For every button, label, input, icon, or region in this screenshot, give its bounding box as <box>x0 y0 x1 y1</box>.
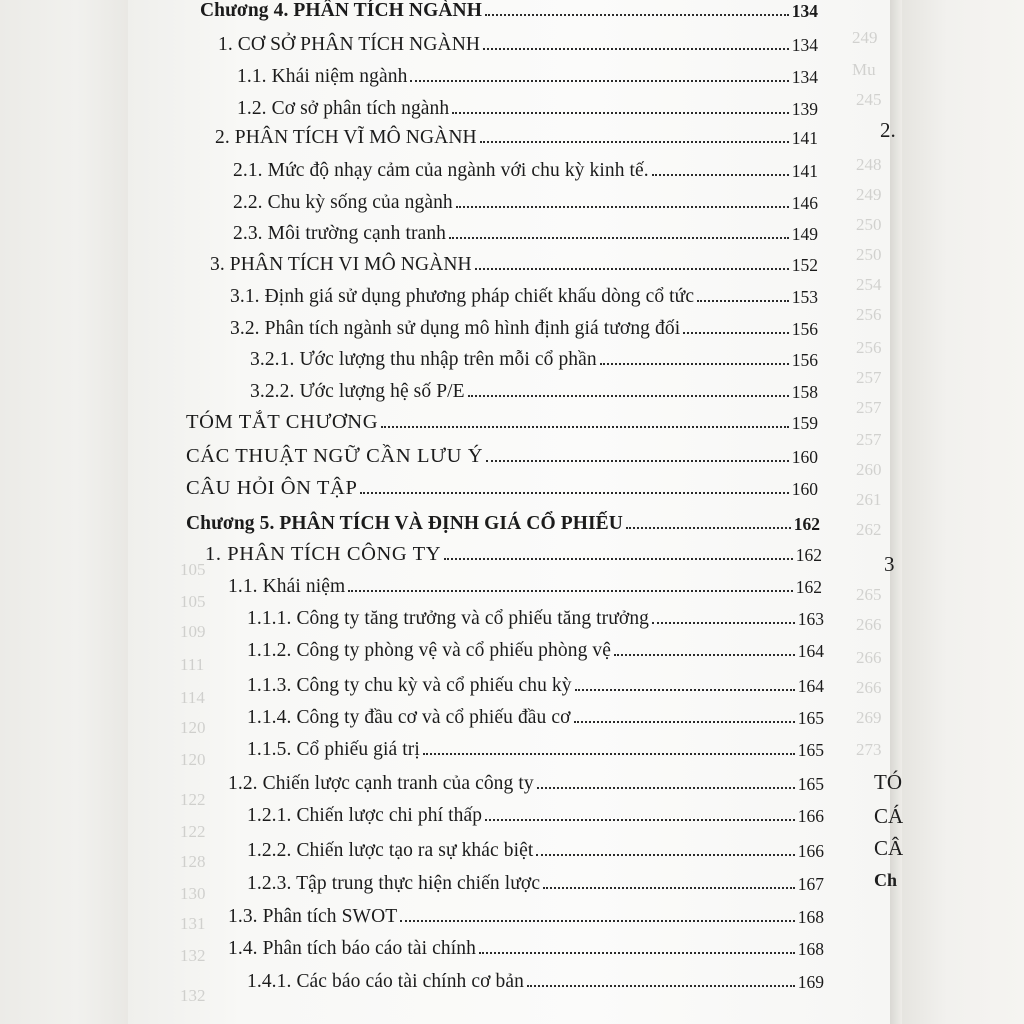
bleed-through-text: 266 <box>856 648 882 667</box>
dot-leader <box>543 887 795 889</box>
bleed-through-text: 269 <box>856 708 882 727</box>
toc-entry-title: 1. CƠ SỞ PHÂN TÍCH NGÀNH <box>218 34 481 55</box>
dot-leader <box>575 689 795 691</box>
bleed-through-text: 262 <box>856 520 882 539</box>
dot-leader <box>486 460 789 462</box>
bleed-through-text: 266 <box>856 678 882 697</box>
toc-entry-title: 1.3. Phân tích SWOT <box>228 906 398 927</box>
bleed-through-text: 248 <box>856 155 882 174</box>
toc-entry-title: 1.2.3. Tập trung thực hiện chiến lược <box>247 873 541 894</box>
right-page <box>896 0 1024 1024</box>
dot-leader <box>683 332 789 334</box>
toc-entry <box>237 58 818 88</box>
bleed-through-text: 111 <box>180 655 205 674</box>
dot-leader <box>626 527 791 529</box>
toc-entry <box>186 404 818 434</box>
toc-entry-page: 166 <box>797 841 824 861</box>
toc-entry <box>247 632 824 662</box>
dot-leader <box>614 654 795 656</box>
toc-entry-chapter <box>186 505 820 535</box>
toc-entry <box>233 184 818 214</box>
bleed-through-text: 132 <box>180 946 206 965</box>
toc-entry-title: 1.2. Chiến lược cạnh tranh của công ty <box>228 773 534 794</box>
toc-entry-title: 1.1. Khái niệm ngành <box>237 66 408 87</box>
bleed-through-text: 257 <box>856 368 882 387</box>
dot-leader <box>475 268 789 270</box>
toc-entry-page: 134 <box>791 1 818 21</box>
toc-entry-title: 1.4.1. Các báo cáo tài chính cơ bản <box>247 971 524 992</box>
dot-leader <box>537 787 795 789</box>
toc-entry <box>186 470 818 500</box>
toc-entry-page: 141 <box>791 161 818 181</box>
dot-leader <box>452 112 789 114</box>
bleed-through-text: 249 <box>852 28 878 47</box>
left-page-edge <box>0 0 128 1024</box>
toc-entry-page: 159 <box>791 413 818 433</box>
bleed-through-text: 261 <box>856 490 882 509</box>
toc-entry <box>215 119 818 149</box>
right-page-fragment: CÂ <box>874 836 904 860</box>
toc-entry-page: 165 <box>797 774 824 794</box>
dot-leader <box>485 14 789 16</box>
toc-entry-page: 141 <box>791 128 818 148</box>
toc-entry-title: 1. PHÂN TÍCH CÔNG TY <box>205 543 442 565</box>
toc-entry <box>247 865 824 895</box>
toc-entry-page: 165 <box>797 740 824 760</box>
toc-entry <box>228 765 824 795</box>
toc-entry-title: 2. PHÂN TÍCH VĨ MÔ NGÀNH <box>215 127 477 148</box>
toc-entry <box>247 600 824 630</box>
bleed-through-text: 245 <box>856 90 882 109</box>
dot-leader <box>600 363 789 365</box>
toc-entry-title: 1.2. Cơ sở phân tích ngành <box>237 98 450 119</box>
toc-entry <box>230 278 818 308</box>
bleed-through-text: 254 <box>856 275 882 294</box>
dot-leader <box>381 426 789 428</box>
bleed-through-text: 273 <box>856 740 882 759</box>
toc-entry-title: 2.3. Môi trường cạnh tranh <box>233 223 447 244</box>
toc-entry-title: 1.2.2. Chiến lược tạo ra sự khác biệt <box>247 840 534 861</box>
toc-entry-page: 162 <box>795 545 822 565</box>
dot-leader <box>697 300 789 302</box>
dot-leader <box>483 48 789 50</box>
toc-entry-page: 166 <box>797 806 824 826</box>
toc-entry <box>230 310 818 340</box>
toc-entry-page: 164 <box>797 676 824 696</box>
right-page-fragment: 2. <box>880 118 896 142</box>
toc-entry-title: 1.4. Phân tích báo cáo tài chính <box>228 938 476 959</box>
bleed-through-text: 122 <box>180 790 206 809</box>
dot-leader <box>485 819 795 821</box>
right-page-fragment: Ch <box>874 870 898 890</box>
toc-entry <box>247 667 824 697</box>
toc-entry <box>250 373 818 403</box>
dot-leader <box>479 952 795 954</box>
toc-entry <box>247 731 824 761</box>
toc-entry-page: 149 <box>791 224 818 244</box>
toc-entry-title: 1.1.2. Công ty phòng vệ và cổ phiếu phòng vệ <box>247 640 612 661</box>
dot-leader <box>444 558 793 560</box>
dot-leader <box>574 721 795 723</box>
bleed-through-text: 266 <box>856 615 882 634</box>
dot-leader <box>360 492 788 494</box>
toc-entry <box>237 90 818 120</box>
toc-entry-page: 156 <box>791 319 818 339</box>
dot-leader <box>480 141 789 143</box>
right-page-fragment: CÁ <box>874 804 904 828</box>
toc-entry-page: 139 <box>791 99 818 119</box>
toc-entry-page: 153 <box>791 287 818 307</box>
toc-entry-title: 1.1.3. Công ty chu kỳ và cổ phiếu chu kỳ <box>247 675 572 696</box>
bleed-through-text: 114 <box>180 688 205 707</box>
toc-entry-page: 168 <box>797 907 824 927</box>
bleed-through-text: 109 <box>180 622 206 641</box>
toc-entry-title: 3.2.2. Ước lượng hệ số P/E <box>250 381 465 402</box>
toc-entry-page: 163 <box>797 609 824 629</box>
toc-entry-page: 160 <box>791 447 818 467</box>
right-page-fragment: TÓ <box>874 770 902 794</box>
toc-entry <box>247 963 824 993</box>
toc-entry-page: 169 <box>797 972 824 992</box>
bleed-through-text: 249 <box>856 185 882 204</box>
toc-entry-title: 1.1.4. Công ty đầu cơ và cổ phiếu đầu cơ <box>247 707 571 728</box>
bleed-through-text: 250 <box>856 245 882 264</box>
toc-entry <box>247 797 824 827</box>
toc-entry-title: Chương 4. PHÂN TÍCH NGÀNH <box>200 0 482 21</box>
bleed-through-text: 256 <box>856 305 882 324</box>
bleed-through-text: 257 <box>856 430 882 449</box>
bleed-through-text: 120 <box>180 750 206 769</box>
toc-entry <box>218 26 818 56</box>
bleed-through-text: 105 <box>180 592 206 611</box>
toc-entry <box>228 568 822 598</box>
toc-entry-page: 167 <box>797 874 824 894</box>
bleed-through-text: 256 <box>856 338 882 357</box>
toc-entry-page: 162 <box>795 577 822 597</box>
toc-entry-title: 3.2. Phân tích ngành sử dụng mô hình định giá tương đối <box>230 318 681 339</box>
toc-entry-title: Chương 5. PHÂN TÍCH VÀ ĐỊNH GIÁ CỔ PHIẾU <box>186 513 623 534</box>
dot-leader <box>400 920 794 922</box>
toc-entry-title: CÁC THUẬT NGỮ CẦN LƯU Ý <box>186 445 484 467</box>
bleed-through-text: 105 <box>180 560 206 579</box>
bleed-through-text: 260 <box>856 460 882 479</box>
right-page-fragment: 3 <box>884 552 895 576</box>
toc-entry-title: 1.1.1. Công ty tăng trưởng và cổ phiếu tăng trưởng <box>247 608 650 629</box>
toc-entry-page: 146 <box>791 193 818 213</box>
bleed-through-text: Mu <box>852 60 876 79</box>
dot-leader <box>527 985 795 987</box>
dot-leader <box>410 80 788 82</box>
toc-entry <box>210 246 818 276</box>
dot-leader <box>652 174 789 176</box>
toc-entry <box>233 152 818 182</box>
dot-leader <box>536 854 794 856</box>
toc-entry-title: 2.2. Chu kỳ sống của ngành <box>233 192 453 213</box>
toc-entry-title: TÓM TẮT CHƯƠNG <box>186 411 379 433</box>
bleed-through-text: 128 <box>180 852 206 871</box>
toc-entry <box>228 898 824 928</box>
toc-entry <box>186 438 818 468</box>
toc-entry-page: 152 <box>791 255 818 275</box>
toc-entry-title: 1.1. Khái niệm <box>228 576 346 597</box>
toc-entry-chapter <box>200 0 818 22</box>
bleed-through-text: 120 <box>180 718 206 737</box>
toc-entry-title: 3.1. Định giá sử dụng phương pháp chiết khấu dòng cổ tức <box>230 286 695 307</box>
dot-leader <box>348 590 792 592</box>
toc-entry-page: 134 <box>791 35 818 55</box>
toc-entry-page: 162 <box>793 514 820 534</box>
toc-entry-title: 3.2.1. Ước lượng thu nhập trên mỗi cổ phần <box>250 349 597 370</box>
toc-entry-page: 160 <box>791 479 818 499</box>
dot-leader <box>449 237 789 239</box>
toc-entry-page: 156 <box>791 350 818 370</box>
toc-entry-page: 165 <box>797 708 824 728</box>
toc-entry <box>205 536 822 566</box>
toc-entry <box>247 832 824 862</box>
dot-leader <box>456 206 789 208</box>
bleed-through-text: 132 <box>180 986 206 1005</box>
toc-entry <box>233 215 818 245</box>
toc-entry <box>228 930 824 960</box>
toc-entry-title: 1.1.5. Cổ phiếu giá trị <box>247 739 420 760</box>
toc-entry <box>247 699 824 729</box>
toc-entry-title: 2.1. Mức độ nhạy cảm của ngành với chu kỳ kinh tế. <box>233 160 649 181</box>
toc-entry-page: 168 <box>797 939 824 959</box>
toc-entry-title: 3. PHÂN TÍCH VI MÔ NGÀNH <box>210 254 472 275</box>
dot-leader <box>468 395 789 397</box>
toc-entry-page: 158 <box>791 382 818 402</box>
bleed-through-text: 250 <box>856 215 882 234</box>
toc-entry <box>250 341 818 371</box>
bleed-through-text: 130 <box>180 884 206 903</box>
dot-leader <box>423 753 795 755</box>
dot-leader <box>652 622 795 624</box>
bleed-through-text: 265 <box>856 585 882 604</box>
bleed-through-text: 257 <box>856 398 882 417</box>
bleed-through-text: 122 <box>180 822 206 841</box>
toc-entry-title: CÂU HỎI ÔN TẬP <box>186 477 358 499</box>
toc-entry-page: 134 <box>791 67 818 87</box>
toc-entry-page: 164 <box>797 641 824 661</box>
toc-entry-title: 1.2.1. Chiến lược chi phí thấp <box>247 805 483 826</box>
bleed-through-text: 131 <box>180 914 206 933</box>
